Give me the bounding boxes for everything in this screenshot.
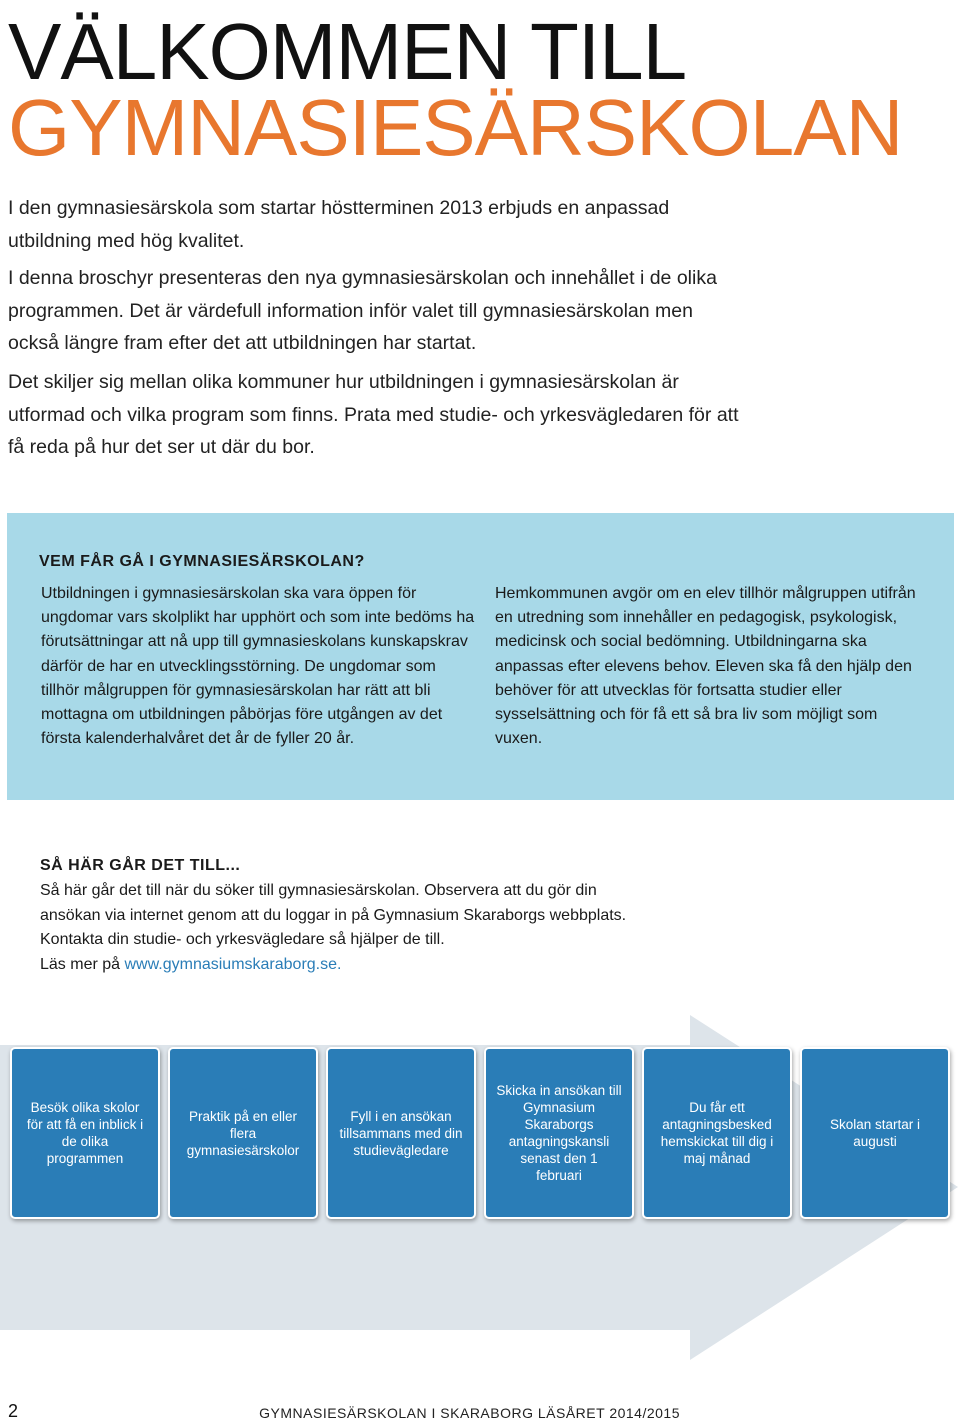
read-more-label: Läs mer på [40,955,121,973]
info-box-heading: VEM FÅR GÅ I GYMNASIESÄRSKOLAN? [39,553,365,570]
process-step-1: Besök olika skolor för att få en inblick i de olika programmen [10,1047,160,1219]
section-body-text: Så här går det till när du söker till gymnasiesärskolan. Observera att du gör din ansökan via internet genom att du loggar in på Gymnasium Skaraborgs webbplats. Kontakta din studie- och yrkesvägledare så hjälper de till. [40,882,627,948]
section-body [40,879,640,977]
info-box-left-column: Utbildningen i gymnasiesärskolan ska vara öppen för ungdomar vars skolplikt har upphört och som inte bedöms ha förutsättningar att nå upp till gymnasieskolans kunskapskrav därför de har en utvecklingsstörning. De ungdomar som tillhör målgruppen för gymnasiesärskolan har rätt att bli mottagna om utbildningen påbörjas före utgången av det första kalenderhalvåret det år de fyller 20 år. [41,585,475,748]
process-step-5: Du får ett antagningsbesked hemskickat till dig i maj månad [642,1047,792,1219]
page-number: 2 [8,1401,19,1421]
intro-paragraph-2: I denna broschyr presenteras den nya gymnasiesärskolan och innehållet i de olika programmen. Det är värdefull information inför valet till gymnasiesärskolan men också längre fram efter det att utbildningen har startat. [8,267,717,354]
page-title-line-2: GYMNASIESÄRSKOLAN [8,83,903,172]
intro-paragraph-1: I den gymnasiesärskola som startar höstterminen 2013 erbjuds en anpassad utbildning med hög kvalitet. [8,197,670,252]
process-step-3: Fyll i en ansökan tillsammans med din studievägledare [326,1047,476,1219]
footer-text: GYMNASIESÄRSKOLAN I SKARABORG LÄSÅRET 2014/2015 [259,1405,680,1421]
website-link[interactable]: www.gymnasiumskaraborg.se. [124,955,342,973]
process-step-4: Skicka in ansökan till Gymnasium Skaraborgs antagningskansli senast den 1 februari [484,1047,634,1219]
info-box [7,513,954,800]
process-step-2: Praktik på en eller flera gymnasiesärskolor [168,1047,318,1219]
info-box-right-column: Hemkommunen avgör om en elev tillhör målgruppen utifrån en utredning som innehåller en pedagogisk, psykologisk, medicinsk och social bedömning. Utbildningarna ska anpassas efter elevens behov. Eleven ska få den hjälp den behöver för att utvecklas för fortsatta studier eller sysselsättning och för få ett så bra liv som möjligt som vuxen. [495,585,916,748]
intro-paragraph-3: Det skiljer sig mellan olika kommuner hur utbildningen i gymnasiesärskolan är utformad och vilka program som finns. Prata med studie- och yrkesvägledaren för att få reda på hur det ser ut där du bor. [8,371,739,458]
process-step-6: Skolan startar i augusti [800,1047,950,1219]
section-heading: SÅ HÄR GÅR DET TILL... [40,857,241,874]
page-title-line-1: VÄLKOMMEN TILL [8,7,687,96]
